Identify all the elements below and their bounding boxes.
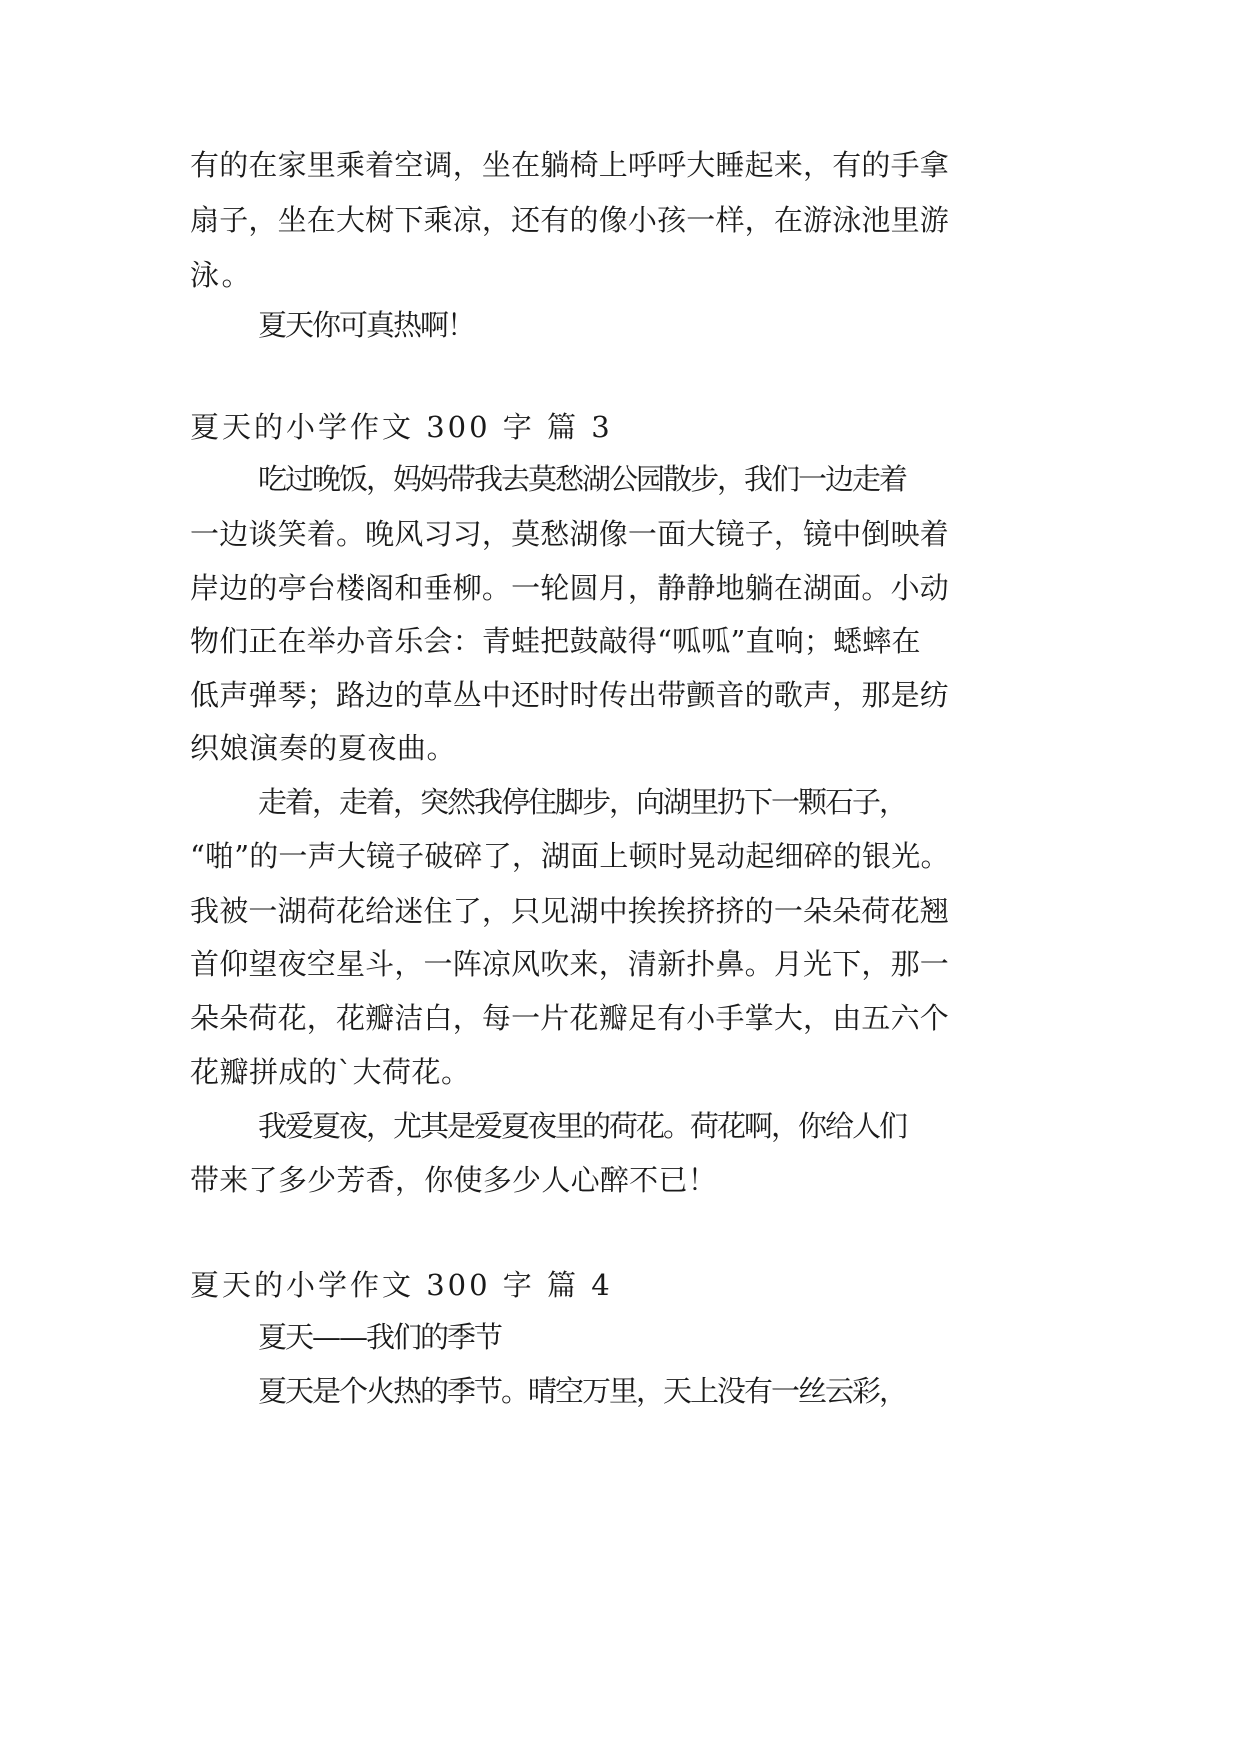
- section4-heading: 夏天的小学作文 300 字 篇 4: [190, 1268, 613, 1302]
- section3-heading: 夏天的小学作文 300 字 篇 3: [190, 410, 613, 444]
- s3-p1-line-1: 吃过晚饭，妈妈带我去莫愁湖公园散步，我们一边走着: [258, 462, 907, 496]
- s3-p3-line-2: 带来了多少芳香，你使多少人心醉不已！: [190, 1163, 718, 1197]
- s4-p1-line-1: 夏天是个火热的季节。晴空万里，天上没有一丝云彩，: [258, 1374, 907, 1408]
- s3-p2-line-4: 首仰望夜空星斗，一阵凉风吹来，清新扑鼻。月光下，那一: [190, 947, 950, 981]
- s3-p1-line-2: 一边谈笑着。晚风习习，莫愁湖像一面大镜子，镜中倒映着: [190, 517, 950, 551]
- s3-p2-line-6: 花瓣拼成的`大荷花。: [190, 1055, 471, 1089]
- s3-p1-line-6: 织娘演奏的夏夜曲。: [190, 731, 457, 765]
- s3-p1-line-3: 岸边的亭台楼阁和垂柳。一轮圆月，静静地躺在湖面。小动: [190, 571, 950, 605]
- s3-p3-line-1: 我爱夏夜，尤其是爱夏夜里的荷花。荷花啊，你给人们: [258, 1109, 907, 1143]
- s3-p2-line-1: 走着，走着，突然我停住脚步，向湖里扔下一颗石子，: [258, 785, 907, 819]
- intro-closing: 夏天你可真热啊！: [258, 308, 475, 342]
- section4-subtitle: 夏天——我们的季节: [258, 1320, 502, 1354]
- s3-p1-line-5: 低声弹琴；路边的草丛中还时时传出带颤音的歌声，那是纺: [190, 678, 950, 712]
- intro-line-1: 有的在家里乘着空调，坐在躺椅上呼呼大睡起来，有的手拿: [190, 148, 950, 182]
- s3-p2-line-2: “啪”的一声大镜子破碎了，湖面上顿时晃动起细碎的银光。: [190, 839, 950, 873]
- s3-p1-line-4: 物们正在举办音乐会：青蛙把鼓敲得“呱呱”直响；蟋蟀在: [190, 624, 921, 658]
- s3-p2-line-5: 朵朵荷花，花瓣洁白，每一片花瓣足有小手掌大，由五六个: [190, 1001, 950, 1035]
- intro-line-2: 扇子，坐在大树下乘凉，还有的像小孩一样，在游泳池里游: [190, 203, 950, 237]
- s3-p2-line-3: 我被一湖荷花给迷住了，只见湖中挨挨挤挤的一朵朵荷花翘: [190, 894, 950, 928]
- intro-line-3: 泳。: [190, 258, 254, 292]
